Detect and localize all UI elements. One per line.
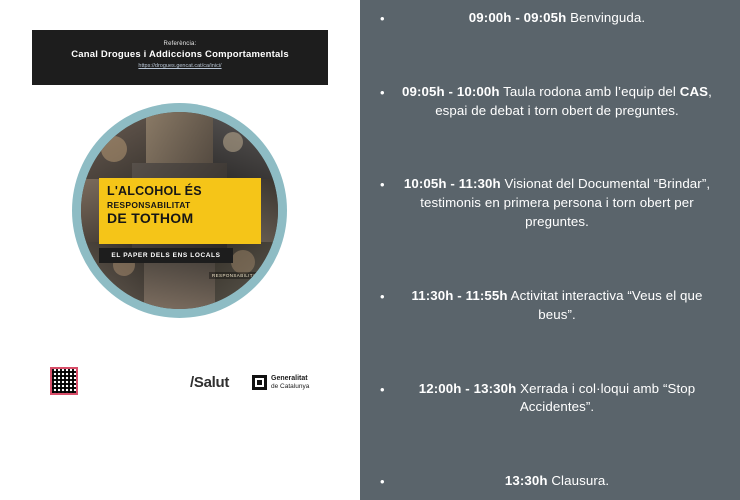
collage-highlight bbox=[101, 136, 127, 162]
qr-pattern bbox=[52, 369, 76, 393]
photo-collage bbox=[81, 112, 278, 309]
campaign-poster bbox=[32, 30, 328, 425]
slogan-line-3: DE TOTHOM bbox=[107, 210, 194, 227]
poster-header bbox=[32, 30, 328, 85]
circular-photo-frame bbox=[72, 103, 287, 318]
generalitat-line-1: Generalitat bbox=[271, 375, 308, 382]
agenda-item-text: 09:00h - 09:05h Benvinguda. bbox=[468, 10, 646, 25]
generalitat-logo bbox=[252, 375, 309, 391]
list-item bbox=[380, 80, 714, 124]
poster-panel bbox=[0, 0, 360, 500]
collage-highlight bbox=[223, 132, 243, 152]
list-item bbox=[380, 284, 714, 328]
generalitat-text bbox=[271, 375, 309, 391]
slogan-line-1: L'ALCOHOL ÉS bbox=[107, 184, 202, 198]
list-item bbox=[380, 377, 714, 421]
slogan-subtitle: EL PAPER DELS ENS LOCALS bbox=[99, 248, 233, 263]
agenda-item-text: 13:30h Clausura. bbox=[504, 473, 610, 489]
bullet-icon: • bbox=[380, 11, 385, 26]
agenda-item-text: 10:05h - 11:30h Visionat del Documental “Brindar”, testimonis en primera persona i torn obert per preguntes. bbox=[403, 176, 711, 230]
photo-tag: RESPONSABILITAT bbox=[209, 272, 262, 279]
slogan-box bbox=[99, 178, 261, 244]
generalitat-line-2: de Catalunya bbox=[271, 383, 310, 391]
agenda-item-text: 11:30h - 11:55h Activitat interactiva “Veus el que beus”. bbox=[411, 287, 703, 322]
bullet-icon: • bbox=[380, 381, 385, 397]
list-item bbox=[380, 172, 714, 235]
salut-logo: /Salut bbox=[190, 374, 230, 391]
bullet-icon: • bbox=[380, 177, 385, 193]
qr-code-icon[interactable] bbox=[50, 367, 78, 395]
generalitat-mark-icon bbox=[252, 375, 267, 390]
poster-footer bbox=[32, 330, 328, 425]
collage-tile bbox=[144, 258, 215, 309]
collage-highlight bbox=[231, 250, 255, 274]
list-item bbox=[380, 469, 714, 494]
agenda-item-text: 12:00h - 13:30h Xerrada i col·loqui amb “Stop Accidentes”. bbox=[418, 380, 696, 415]
bullet-icon: • bbox=[380, 84, 385, 100]
poster-body bbox=[32, 85, 328, 425]
bullet-icon: • bbox=[380, 474, 385, 490]
agenda-panel bbox=[360, 0, 740, 500]
reference-label: Referència: bbox=[163, 41, 197, 47]
bullet-icon: • bbox=[380, 288, 385, 304]
agenda-item-text: 09:05h - 10:00h Taula rodona amb l’equip del CAS, espai de debat i torn obert de preguntes. bbox=[402, 83, 712, 118]
channel-title: Canal Drogues i Addiccions Comportamentals bbox=[71, 49, 289, 60]
list-item bbox=[380, 6, 714, 31]
slogan-line-2: RESPONSABILITAT bbox=[107, 200, 191, 211]
channel-url[interactable]: https://drogues.gencat.cat/ca/inici/ bbox=[138, 63, 222, 69]
collage-tile bbox=[146, 112, 213, 163]
